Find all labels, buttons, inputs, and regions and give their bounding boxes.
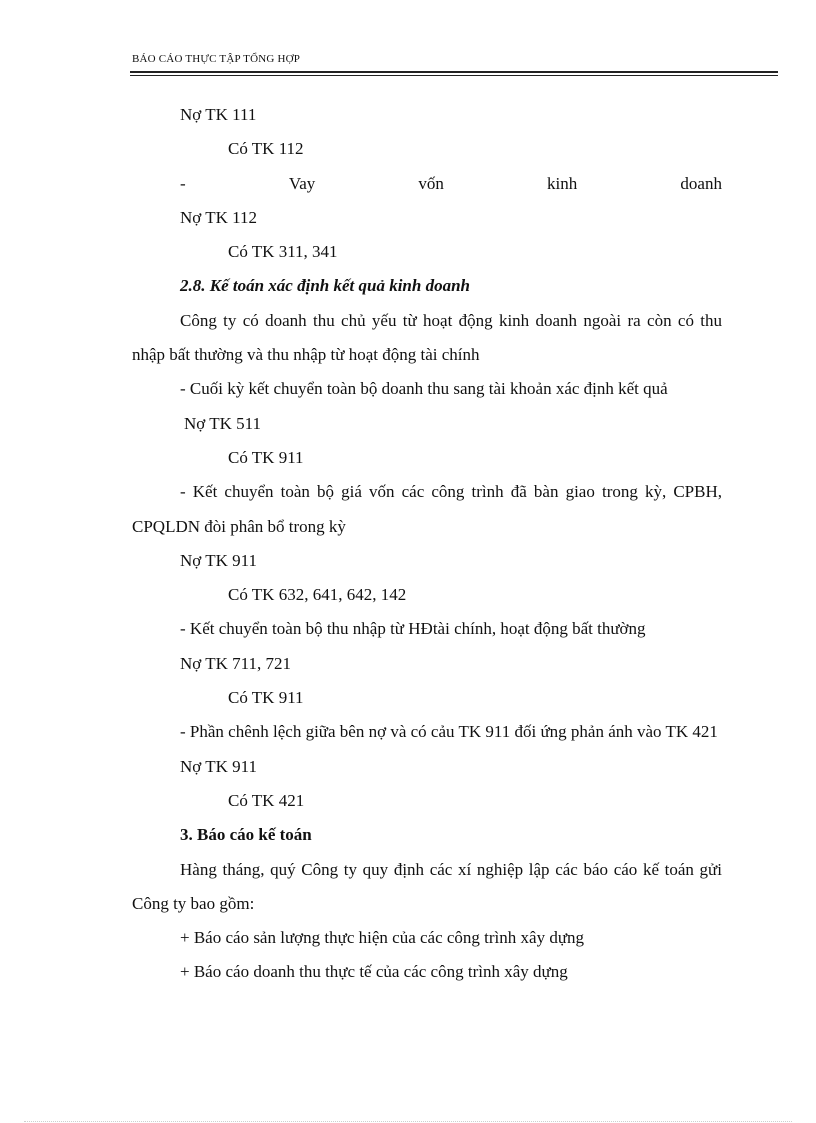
- entry-loan-heading: [132, 167, 722, 201]
- header-rule-thick: [130, 71, 778, 73]
- page-body: [132, 98, 722, 990]
- running-header: BÁO CÁO THỰC TẬP TỔNG HỢP: [132, 53, 301, 65]
- entry-debit-711-721: Nợ TK 711, 721: [180, 653, 291, 673]
- loan-word-2: Vay: [288, 173, 316, 193]
- loan-word-1: -: [180, 173, 186, 193]
- entry-debit-911-a: Nợ TK 911: [180, 550, 257, 570]
- paragraph-income-transfer: - Kết chuyển toàn bộ thu nhập từ HĐtài chính, hoạt động bất thường: [180, 619, 646, 639]
- list-item-output-report: + Báo cáo sản lượng thực hiện của các công trình xây dựng: [180, 928, 585, 948]
- paragraph-reports-intro: Hàng tháng, quý Công ty quy định các xí nghiệp lập các báo cáo kế toán gửi Công ty bao gồm:: [132, 859, 722, 913]
- entry-debit-911-b: Nợ TK 911: [180, 756, 257, 776]
- entry-credit-421: Có TK 421: [228, 790, 305, 810]
- loan-word-5: doanh: [680, 173, 722, 193]
- paragraph-revenue-transfer: - Cuối kỳ kết chuyển toàn bộ doanh thu sang tài khoản xác định kết quả: [180, 379, 668, 399]
- entry-debit-511: Nợ TK 511: [184, 413, 261, 433]
- entry-debit-111: Nợ TK 111: [180, 105, 257, 124]
- entry-debit-112: Nợ TK 112: [180, 207, 257, 227]
- paragraph-difference: - Phần chênh lệch giữa bên nợ và có cảu TK 911 đối ứng phản ánh vào TK 421: [180, 722, 718, 742]
- header-rule-thin: [130, 75, 778, 76]
- paragraph-cost-transfer: - Kết chuyển toàn bộ giá vốn các công trình đã bàn giao trong kỳ, CPBH, CPQLDN đòi phân bổ trong kỳ: [132, 482, 722, 536]
- entry-credit-911-a: Có TK 911: [228, 447, 304, 467]
- loan-word-4: kinh: [547, 173, 578, 193]
- section-heading-3: 3. Báo cáo kế toán: [180, 825, 312, 845]
- paragraph-revenue-intro: Công ty có doanh thu chủ yếu từ hoạt động kinh doanh ngoài ra còn có thu nhập bất thường và thu nhập từ hoạt động tài chính: [132, 310, 722, 365]
- entry-credit-911-b: Có TK 911: [228, 688, 304, 708]
- list-item-revenue-report: + Báo cáo doanh thu thực tế của các công trình xây dựng: [180, 962, 568, 982]
- entry-credit-632-group: Có TK 632, 641, 642, 142: [228, 585, 407, 605]
- loan-word-3: vốn: [418, 173, 444, 193]
- section-heading-2-8: 2.8. Kế toán xác định kết quả kinh doanh: [180, 276, 471, 296]
- footer-dotted-rule: [24, 1121, 792, 1122]
- entry-credit-311-341: Có TK 311, 341: [228, 242, 338, 262]
- entry-credit-112: Có TK 112: [228, 139, 304, 159]
